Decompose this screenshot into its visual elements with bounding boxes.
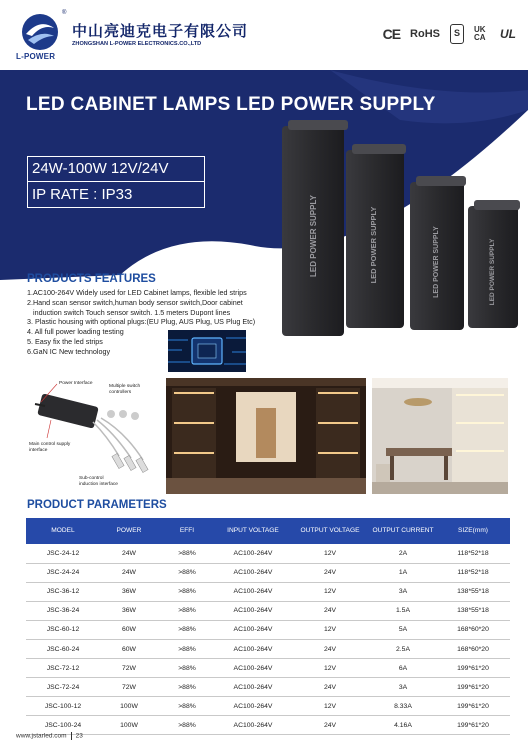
column-header: OUTPUT CURRENT <box>370 518 436 544</box>
table-cell: AC100-264V <box>216 678 290 697</box>
product-box-small <box>410 176 466 330</box>
table-row <box>26 544 510 563</box>
table-cell: 12V <box>290 620 370 639</box>
table-cell: >88% <box>158 620 216 639</box>
ce-mark: CE <box>382 26 401 42</box>
table-row <box>26 716 510 735</box>
table-cell: 199*61*20 <box>436 697 510 716</box>
table-cell: AC100-264V <box>216 697 290 716</box>
table-cell: >88% <box>158 659 216 678</box>
table-cell: >88% <box>158 678 216 697</box>
column-header: EFFI <box>158 518 216 544</box>
table-cell: 5A <box>370 620 436 639</box>
s-mark: S <box>450 24 464 44</box>
table-row <box>26 563 510 582</box>
spec-divider <box>27 181 205 182</box>
table-row <box>26 678 510 697</box>
power-interface-label: Power Interface <box>59 381 93 386</box>
product-box-medium <box>346 144 406 328</box>
dining-room-photo <box>372 378 508 494</box>
table-cell: JSC-24-24 <box>26 563 100 582</box>
table-cell: 118*52*18 <box>436 544 510 563</box>
table-cell: 36W <box>100 582 158 601</box>
wiring-diagram <box>27 378 161 494</box>
table-cell: 12V <box>290 697 370 716</box>
table-cell: AC100-264V <box>216 582 290 601</box>
table-cell: 24W <box>100 544 158 563</box>
table-cell: 168*60*20 <box>436 639 510 658</box>
table-cell: 60W <box>100 639 158 658</box>
table-cell: 138*55*18 <box>436 601 510 620</box>
table-cell: AC100-264V <box>216 544 290 563</box>
table-cell: 100W <box>100 716 158 735</box>
footer <box>16 732 83 740</box>
page-title: LED CABINET LAMPS LED POWER SUPPLY <box>26 94 436 115</box>
multiple-switch-label: Multiple switch controllers <box>109 384 141 395</box>
table-row <box>26 659 510 678</box>
table-cell: 12V <box>290 582 370 601</box>
company-name-cn: 中山亮迪克电子有限公司 <box>72 23 249 40</box>
table-cell: 4.16A <box>370 716 436 735</box>
column-header: OUTPUT VOLTAGE <box>290 518 370 544</box>
table-cell: >88% <box>158 582 216 601</box>
svg-text:LED POWER SUPPLY: LED POWER SUPPLY <box>369 206 378 284</box>
l-power-logo-icon <box>20 12 60 52</box>
table-row <box>26 697 510 716</box>
table-cell: AC100-264V <box>216 563 290 582</box>
table-cell: JSC-100-12 <box>26 697 100 716</box>
table-cell: 24V <box>290 601 370 620</box>
table-cell: >88% <box>158 697 216 716</box>
table-cell: 6A <box>370 659 436 678</box>
spec-ip-rating: IP RATE : IP33 <box>32 186 133 203</box>
sub-control-label: Sub-control induction interface <box>79 476 118 487</box>
table-body <box>26 544 510 735</box>
table-cell: 199*61*20 <box>436 659 510 678</box>
table-cell: JSC-60-12 <box>26 620 100 639</box>
rohs-mark: RoHS <box>410 28 440 40</box>
table-cell: >88% <box>158 601 216 620</box>
main-control-label: Main control supply interface <box>29 442 71 453</box>
column-header: MODEL <box>26 518 100 544</box>
table-row <box>26 620 510 639</box>
table-cell: 118*52*18 <box>436 563 510 582</box>
parameters-title: PRODUCT PARAMETERS <box>27 499 167 511</box>
table-cell: 1.5A <box>370 601 436 620</box>
feature-item: 5. Easy fix the led strips <box>27 336 103 346</box>
registered-mark: ® <box>62 10 67 16</box>
table-cell: 199*61*20 <box>436 716 510 735</box>
table-cell: 2A <box>370 544 436 563</box>
table-cell: AC100-264V <box>216 620 290 639</box>
page-number: 23 <box>75 732 83 740</box>
table-cell: JSC-60-24 <box>26 639 100 658</box>
table-cell: JSC-72-24 <box>26 678 100 697</box>
table-cell: AC100-264V <box>216 601 290 620</box>
table-cell: >88% <box>158 563 216 582</box>
table-cell: 24V <box>290 678 370 697</box>
table-cell: 60W <box>100 620 158 639</box>
table-cell: JSC-36-24 <box>26 601 100 620</box>
company-name-en: ZHONGSHAN L-POWER ELECTRONICS.CO.,LTD <box>72 41 202 47</box>
parameters-table <box>26 518 510 735</box>
table-cell: 3A <box>370 678 436 697</box>
table-cell: >88% <box>158 544 216 563</box>
column-header: SIZE(mm) <box>436 518 510 544</box>
table-cell: 36W <box>100 601 158 620</box>
table-cell: 24W <box>100 563 158 582</box>
feature-item: 6.GaN IC New technology <box>27 346 111 356</box>
ul-mark: UL <box>500 27 516 41</box>
table-cell: 12V <box>290 544 370 563</box>
table-row <box>26 582 510 601</box>
table-cell: JSC-100-24 <box>26 716 100 735</box>
gan-chip-image <box>168 330 246 372</box>
column-header: POWER <box>100 518 158 544</box>
feature-item: 1.AC100-264V Widely used for LED Cabinet lamps, flexible led strips <box>27 288 247 297</box>
svg-text:LED POWER SUPPLY: LED POWER SUPPLY <box>489 238 496 306</box>
table-cell: AC100-264V <box>216 716 290 735</box>
website-link[interactable]: www.jstarled.com <box>16 732 67 740</box>
feature-item: induction switch Touch sensor switch. 1.5 meters Dupont lines <box>27 307 231 317</box>
table-cell: 24V <box>290 639 370 658</box>
certification-marks <box>383 24 516 44</box>
table-cell: 72W <box>100 659 158 678</box>
table-cell: >88% <box>158 716 216 735</box>
feature-item: 4. All full power loading testing <box>27 327 124 337</box>
table-cell: JSC-72-12 <box>26 659 100 678</box>
spec-power-voltage: 24W-100W 12V/24V <box>32 160 169 177</box>
table-cell: 199*61*20 <box>436 678 510 697</box>
brand-wordmark: L-POWER <box>16 52 56 61</box>
feature-item: 3. Plastic housing with optional plugs:(EU Plug, AUS Plug, US Plug Etc) <box>27 317 256 327</box>
table-cell: AC100-264V <box>216 639 290 658</box>
table-cell: 12V <box>290 659 370 678</box>
table-row <box>26 639 510 658</box>
table-cell: 8.33A <box>370 697 436 716</box>
ukca-mark: UK CA <box>474 25 486 42</box>
product-box-large <box>282 120 348 336</box>
table-cell: 24V <box>290 716 370 735</box>
features-title: PRODUCTS FEATURES <box>27 273 156 285</box>
column-header: INPUT VOLTAGE <box>216 518 290 544</box>
product-box-smallest <box>468 200 520 328</box>
table-cell: 168*60*20 <box>436 620 510 639</box>
power-supply-product-image <box>270 110 528 340</box>
table-cell: AC100-264V <box>216 659 290 678</box>
header <box>0 0 528 70</box>
table-header-row <box>26 518 510 544</box>
table-row <box>26 601 510 620</box>
table-cell: 100W <box>100 697 158 716</box>
feature-item: 2.Hand scan sensor switch,human body sensor switch,Door cabinet <box>27 297 243 307</box>
svg-text:LED POWER SUPPLY: LED POWER SUPPLY <box>309 195 318 277</box>
svg-text:LED POWER SUPPLY: LED POWER SUPPLY <box>433 226 440 298</box>
table-cell: JSC-24-12 <box>26 544 100 563</box>
wardrobe-photo <box>166 378 366 494</box>
table-cell: 72W <box>100 678 158 697</box>
table-cell: 24V <box>290 563 370 582</box>
table-cell: >88% <box>158 639 216 658</box>
table-cell: 1A <box>370 563 436 582</box>
table-cell: 138*55*18 <box>436 582 510 601</box>
table-cell: JSC-36-12 <box>26 582 100 601</box>
table-cell: 3A <box>370 582 436 601</box>
table-cell: 2.5A <box>370 639 436 658</box>
footer-separator <box>71 732 72 740</box>
